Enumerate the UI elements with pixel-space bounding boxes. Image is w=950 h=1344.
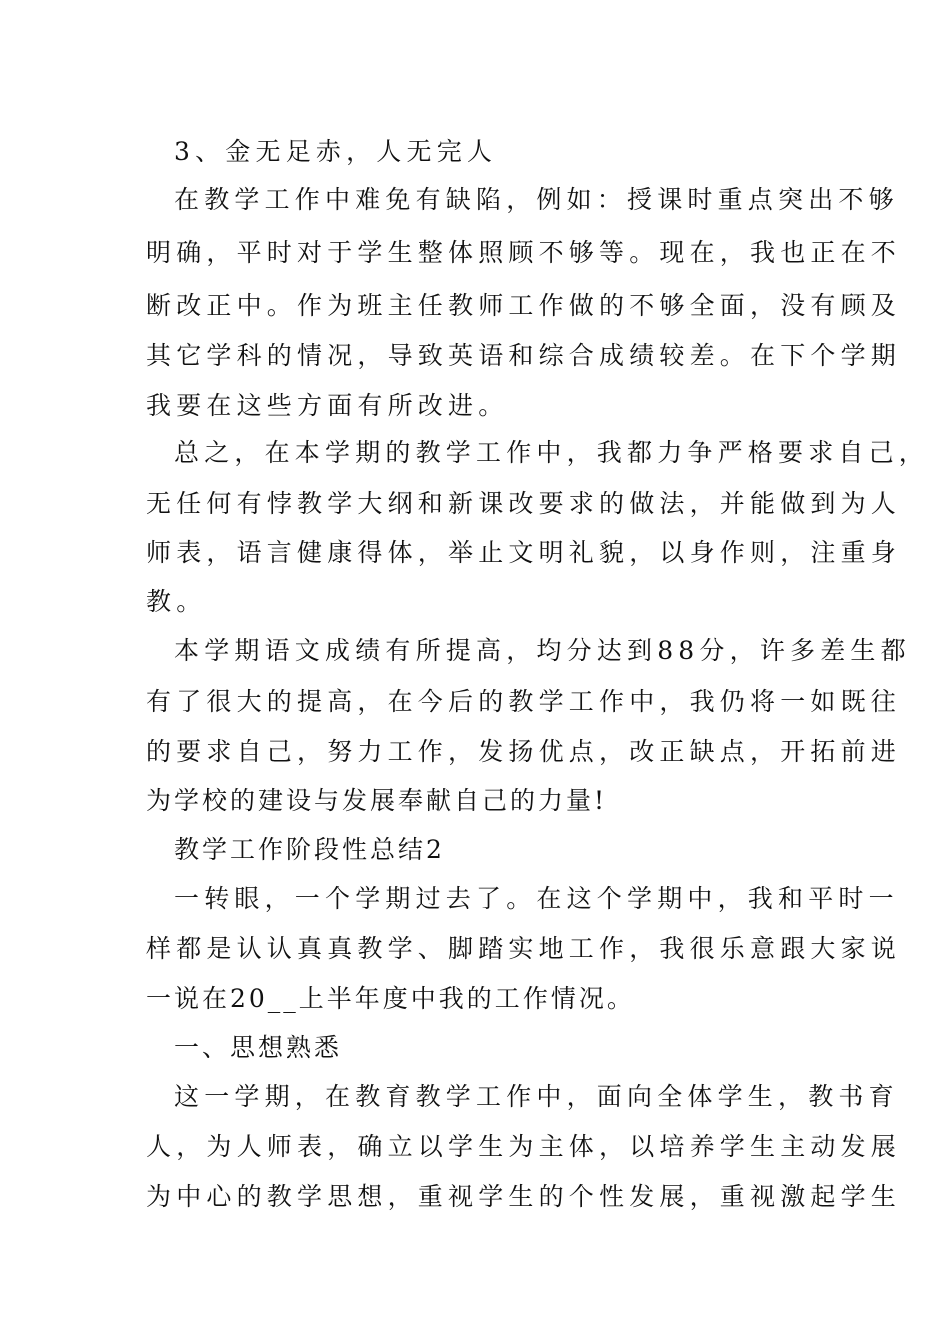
paragraph-line: 一说在20__上半年度中我的工作情况。 (146, 984, 635, 1013)
paragraph-line: 师表，语言健康得体，举止文明礼貌，以身作则，注重身 (146, 538, 902, 567)
paragraph-line: 样都是认认真真教学、脚踏实地工作，我很乐意跟大家说 (146, 934, 902, 963)
paragraph-line: 本学期语文成绩有所提高，均分达到88分，许多差生都 (174, 636, 911, 665)
paragraph-line: 有了很大的提高，在今后的教学工作中，我仍将一如既往 (146, 687, 902, 716)
paragraph-line: 人，为人师表，确立以学生为主体，以培养学生主动发展 (146, 1132, 902, 1161)
paragraph-line: 总之，在本学期的教学工作中，我都力争严格要求自己， (174, 438, 930, 467)
section-heading: 3、金无足赤，人无完人 (174, 137, 498, 166)
paragraph-line: 的要求自己，努力工作，发扬优点，改正缺点，开拓前进 (146, 737, 902, 766)
section-heading: 一、思想熟悉 (174, 1033, 343, 1062)
paragraph-line: 我要在这些方面有所改进。 (146, 391, 509, 420)
paragraph-line: 其它学科的情况，导致英语和综合成绩较差。在下个学期 (146, 341, 902, 370)
paragraph-line: 一转眼，一个学期过去了。在这个学期中，我和平时一 (174, 884, 899, 913)
paragraph-line: 这一学期，在教育教学工作中，面向全体学生，教书育 (174, 1082, 899, 1111)
paragraph-line: 为中心的教学思想，重视学生的个性发展，重视激起学生 (146, 1182, 902, 1211)
paragraph-line: 无任何有悖教学大纲和新课改要求的做法，并能做到为人 (146, 489, 902, 518)
paragraph-line: 为学校的建设与发展奉献自己的力量! (146, 786, 608, 815)
paragraph-line: 断改正中。作为班主任教师工作做的不够全面，没有顾及 (146, 291, 902, 320)
paragraph-line: 明确，平时对于学生整体照顾不够等。现在，我也正在不 (146, 238, 902, 267)
paragraph-line: 在教学工作中难免有缺陷，例如：授课时重点突出不够 (174, 185, 899, 214)
section-heading: 教学工作阶段性总结2 (174, 835, 445, 864)
paragraph-line: 教。 (146, 587, 207, 616)
